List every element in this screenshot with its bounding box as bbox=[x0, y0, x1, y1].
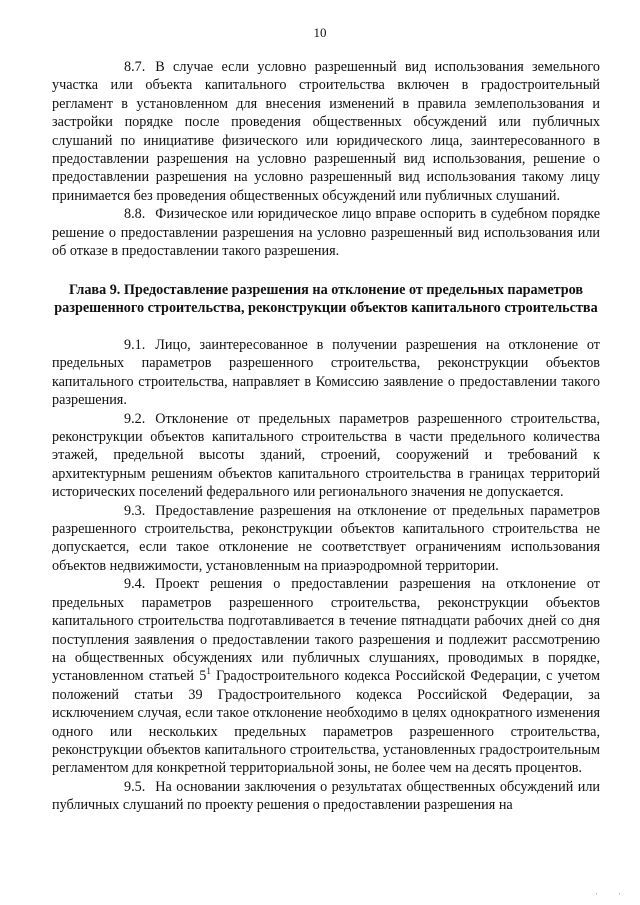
paragraph-text: В случае если условно разрешенный вид использования земельного участка или объекта капитального строительства включен в градостроительный регламент в установленном для внесения изменений в правила землепользования и застройки порядке после проведения общественных обсуждений или публичных слушаний по инициативе физического или юридического лица, заинтересованного в предоставлении разрешения на условно разрешенный вид использования, решение о предоставлении разрешения на условно разрешенный вид использования такому лицу принимается без проведения общественных обсуждений или публичных слушаний. bbox=[52, 59, 600, 204]
paragraph-number: 9.5. bbox=[124, 778, 146, 795]
paragraph-number: 8.8. bbox=[124, 206, 146, 223]
paragraph-8-8 bbox=[52, 205, 600, 260]
chapter-9-heading-block bbox=[52, 281, 600, 317]
paragraph-text: Лицо, заинтересованное в получении разрешения на отклонение от предельных параметров разрешенного строительства, реконструкции объектов капитального строительства, направляет в Комиссию заявление о предоставлении такого разрешения. bbox=[52, 337, 600, 409]
paragraph-number: 9.2. bbox=[124, 410, 146, 427]
paragraph-9-3 bbox=[52, 502, 600, 576]
paragraph-9-4 bbox=[52, 575, 600, 777]
paragraph-9-5 bbox=[52, 778, 600, 815]
section-9-body bbox=[52, 336, 600, 815]
chapter-heading: Глава 9. Предоставление разрешения на отклонение от предельных параметров разрешенного строительства, реконструкции объектов капитального строительства bbox=[54, 282, 598, 317]
paragraph-number: 9.3. bbox=[124, 502, 146, 519]
paragraph-text-after: Градостроительного кодекса Российской Федерации, с учетом положений статьи 39 Градостроительного кодекса Российской Федерации, за исключением случая, если такое отклонение необходимо в целях однократного изменения одного или нескольких предельных параметров разрешенного строительства, реконструкции объектов капитального строительства, установленных градостроительным регламентом для конкретной территориальной зоны, не более чем на десять процентов. bbox=[52, 668, 600, 777]
scan-marks: ' ' bbox=[596, 892, 631, 900]
paragraph-number: 8.7. bbox=[124, 59, 146, 75]
paragraph-text: На основании заключения о результатах общественных обсуждений или публичных слушаний по проекту решения о предоставлении разрешения на bbox=[52, 778, 600, 814]
superscript: 1 bbox=[206, 665, 211, 676]
paragraph-text-before: Проект решения о предоставлении разрешения на отклонение от предельных параметров разрешенного строительства, реконструкции объектов капитального строительства подготавливается в течение пятнадцати рабочих дней со дня поступления заявления о предоставлении такого разрешения и подлежит рассмотрению на общественных обсуждениях или публичных слушаниях, проводимых в порядке, установленном статьей 5 bbox=[52, 576, 600, 685]
paragraph-8-7 bbox=[52, 58, 600, 205]
paragraph-number: 9.4. bbox=[124, 576, 146, 593]
section-8-tail bbox=[52, 58, 600, 260]
paragraph-text: Физическое или юридическое лицо вправе оспорить в судебном порядке решение о предоставлении разрешения на условно разрешенный вид использования или об отказе в предоставлении такого разрешения. bbox=[52, 206, 600, 260]
paragraph-number: 9.1. bbox=[124, 337, 146, 353]
paragraph-text: Отклонение от предельных параметров разрешенного строительства, реконструкции объектов капитального строительства в части предельного количества этажей, предельной высоты зданий, строений, сооружений и требований к архитектурным решениям объектов капитального строительства в границах территорий исторических поселений федерального или регионального значения не допускается. bbox=[52, 410, 600, 501]
paragraph-9-1 bbox=[52, 336, 600, 410]
paragraph-9-2 bbox=[52, 410, 600, 502]
paragraph-text: Предоставление разрешения на отклонение от предельных параметров разрешенного строительства, реконструкции объектов капитального строительства не допускается, если такое отклонение не соответствует ограничениям использования объектов недвижимости, установленным на приаэродромной территории. bbox=[52, 502, 600, 574]
page-number: 10 bbox=[313, 25, 327, 40]
